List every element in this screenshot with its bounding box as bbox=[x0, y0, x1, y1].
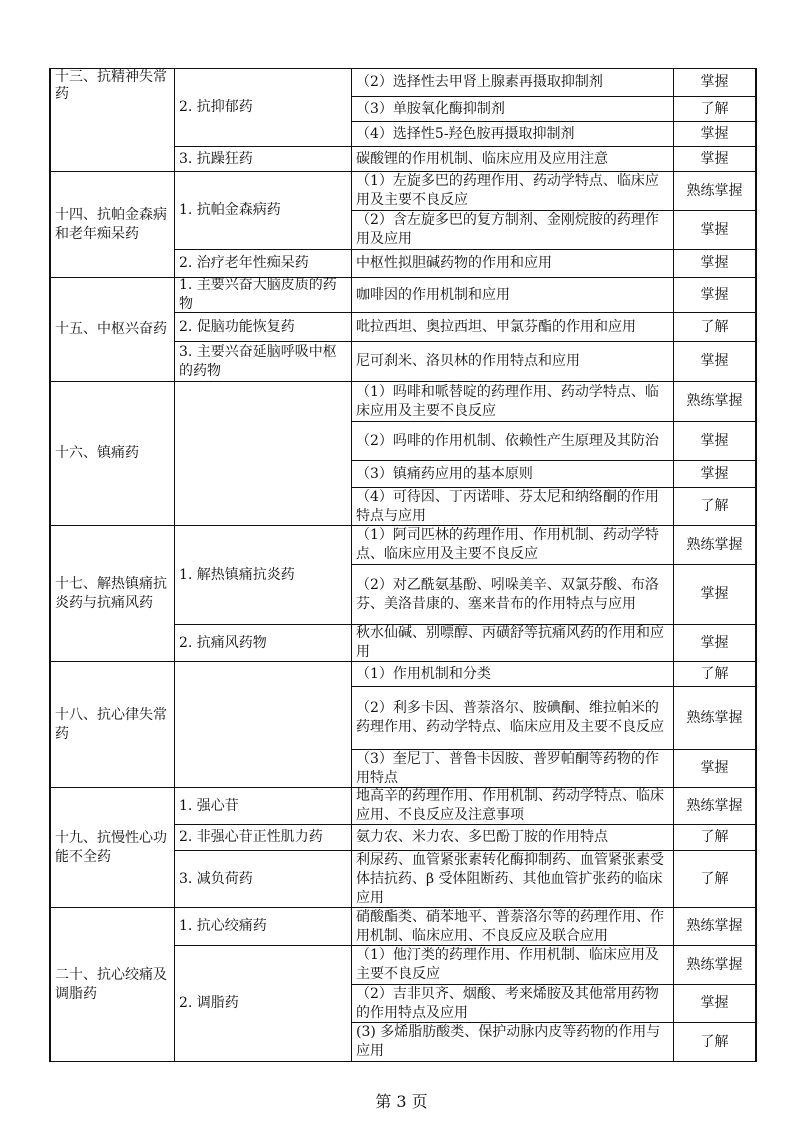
requirement-level-cell: 掌握 bbox=[673, 249, 757, 278]
content-cell: （1）左旋多巴的药理作用、药动学特点、临床应用及主要不良反应 bbox=[351, 171, 674, 211]
requirement-level-cell: 掌握 bbox=[673, 460, 757, 488]
content-cell: （3）单胺氧化酶抑制剂 bbox=[351, 96, 674, 122]
category-cell: 十五、中枢兴奋药 bbox=[49, 277, 175, 382]
content-cell: 氨力农、米力农、多巴酚丁胺的作用特点 bbox=[351, 824, 674, 851]
content-cell: （1）阿司匹林的药理作用、作用机制、药动学特点、临床应用及主要不良反应 bbox=[351, 525, 674, 565]
content-cell: 地高辛的药理作用、作用机制、药动学特点、临床应用、不良反应及注意事项 bbox=[351, 787, 674, 825]
subcategory-cell: 2. 抗抑郁药 bbox=[174, 68, 352, 147]
content-cell: （1）作用机制和分类 bbox=[351, 661, 674, 687]
content-cell: （4）可待因、丁丙诺啡、芬太尼和纳络酮的作用特点与应用 bbox=[351, 487, 674, 526]
requirement-level-cell: 熟练掌握 bbox=[673, 171, 757, 211]
content-cell: （3）奎尼丁、普鲁卡因胺、普罗帕酮等药物的作用特点 bbox=[351, 749, 674, 788]
subcategory-cell: 1. 抗心绞痛药 bbox=[174, 907, 352, 946]
category-cell: 十六、镇痛药 bbox=[49, 381, 175, 526]
content-cell: 中枢性拟胆碱药物的作用和应用 bbox=[351, 249, 674, 278]
content-cell: （2）选择性去甲肾上腺素再摄取抑制剂 bbox=[351, 68, 674, 97]
requirement-level-cell: 了解 bbox=[673, 487, 757, 526]
requirement-level-cell: 熟练掌握 bbox=[673, 907, 757, 946]
subcategory-cell: 2. 非强心苷正性肌力药 bbox=[174, 824, 352, 851]
requirement-level-cell: 熟练掌握 bbox=[673, 381, 757, 422]
content-cell: 吡拉西坦、奥拉西坦、甲氯芬酯的作用和应用 bbox=[351, 312, 674, 342]
requirement-level-cell: 掌握 bbox=[673, 984, 757, 1023]
subcategory-cell bbox=[174, 381, 352, 526]
content-cell: (3) 多烯脂肪酸类、保护动脉内皮等药物的作用与应用 bbox=[351, 1022, 674, 1062]
requirement-level-cell: 了解 bbox=[673, 824, 757, 851]
requirement-level-cell: 熟练掌握 bbox=[673, 787, 757, 825]
content-cell: （2）对乙酰氨基酚、吲哚美辛、双氯芬酸、布洛芬、美洛昔康的、塞来昔布的作用特点与应用 bbox=[351, 564, 674, 625]
requirement-level-cell: 掌握 bbox=[673, 121, 757, 147]
subcategory-cell: 1. 强心苷 bbox=[174, 787, 352, 825]
content-cell: 尼可刹米、洛贝林的作用特点和应用 bbox=[351, 341, 674, 382]
content-cell: 碳酸锂的作用机制、临床应用及应用注意 bbox=[351, 146, 674, 172]
requirement-level-cell: 掌握 bbox=[673, 749, 757, 788]
subcategory-cell: 1. 主要兴奋大脑皮质的药物 bbox=[174, 277, 352, 313]
requirement-level-cell: 了解 bbox=[673, 96, 757, 122]
content-cell: 咖啡因的作用机制和应用 bbox=[351, 277, 674, 313]
content-cell: （3）镇痛药应用的基本原则 bbox=[351, 460, 674, 488]
requirement-level-cell: 了解 bbox=[673, 312, 757, 342]
requirement-level-cell: 了解 bbox=[673, 661, 757, 687]
subcategory-cell bbox=[174, 661, 352, 788]
category-cell: 十八、抗心律失常药 bbox=[49, 661, 175, 788]
requirement-level-cell: 掌握 bbox=[673, 564, 757, 625]
content-cell: 硝酸酯类、硝苯地平、普萘洛尔等的药理作用、作用机制、临床应用、不良反应及联合应用 bbox=[351, 907, 674, 946]
content-cell: （1）他汀类的药理作用、作用机制、临床应用及主要不良反应 bbox=[351, 945, 674, 985]
subcategory-cell: 2. 促脑功能恢复药 bbox=[174, 312, 352, 342]
category-cell: 十七、解热镇痛抗炎药与抗痛风药 bbox=[49, 525, 175, 662]
subcategory-cell: 2. 治疗老年性痴呆药 bbox=[174, 249, 352, 278]
requirement-level-cell: 了解 bbox=[673, 850, 757, 908]
requirement-level-cell: 掌握 bbox=[673, 210, 757, 250]
subcategory-cell: 1. 解热镇痛抗炎药 bbox=[174, 525, 352, 625]
subcategory-cell: 1. 抗帕金森病药 bbox=[174, 171, 352, 250]
category-cell: 十三、抗精神失常药 bbox=[49, 68, 175, 172]
requirement-level-cell: 掌握 bbox=[673, 277, 757, 313]
requirement-level-cell: 掌握 bbox=[673, 68, 757, 97]
content-cell: 利尿药、血管紧张素转化酶抑制药、血管紧张素受体拮抗药、β 受体阻断药、其他血管扩张药的临床应用 bbox=[351, 850, 674, 908]
requirement-level-cell: 掌握 bbox=[673, 624, 757, 662]
requirement-level-cell: 熟练掌握 bbox=[673, 945, 757, 985]
content-cell: （1）吗啡和哌替啶的药理作用、药动学特点、临床应用及主要不良反应 bbox=[351, 381, 674, 422]
requirement-level-cell: 掌握 bbox=[673, 146, 757, 172]
requirement-level-cell: 熟练掌握 bbox=[673, 686, 757, 750]
requirement-level-cell: 了解 bbox=[673, 1022, 757, 1062]
category-cell: 十四、抗帕金森病和老年痴呆药 bbox=[49, 171, 175, 278]
subcategory-cell: 2. 调脂药 bbox=[174, 945, 352, 1062]
requirement-level-cell: 掌握 bbox=[673, 421, 757, 461]
content-cell: （2）利多卡因、普萘洛尔、胺碘酮、维拉帕米的药理作用、药动学特点、临床应用及主要不良反应 bbox=[351, 686, 674, 750]
category-cell: 二十、抗心绞痛及调脂药 bbox=[49, 907, 175, 1062]
content-cell: （4）选择性5-羟色胺再摄取抑制剂 bbox=[351, 121, 674, 147]
requirement-level-cell: 掌握 bbox=[673, 341, 757, 382]
content-cell: （2）吗啡的作用机制、依赖性产生原理及其防治 bbox=[351, 421, 674, 461]
content-cell: 秋水仙碱、别嘌醇、丙磺舒等抗痛风药的作用和应用 bbox=[351, 624, 674, 662]
subcategory-cell: 3. 抗躁狂药 bbox=[174, 146, 352, 172]
requirement-level-cell: 熟练掌握 bbox=[673, 525, 757, 565]
content-cell: （2）吉非贝齐、烟酸、考来烯胺及其他常用药物的作用特点及应用 bbox=[351, 984, 674, 1023]
category-cell: 十九、抗慢性心功能不全药 bbox=[49, 787, 175, 908]
subcategory-cell: 3. 减负荷药 bbox=[174, 850, 352, 908]
content-cell: （2）含左旋多巴的复方制剂、金刚烷胺的药理作用及应用 bbox=[351, 210, 674, 250]
page-number: 第 3 页 bbox=[375, 1092, 428, 1111]
subcategory-cell: 3. 主要兴奋延脑呼吸中枢的药物 bbox=[174, 341, 352, 382]
subcategory-cell: 2. 抗痛风药物 bbox=[174, 624, 352, 662]
